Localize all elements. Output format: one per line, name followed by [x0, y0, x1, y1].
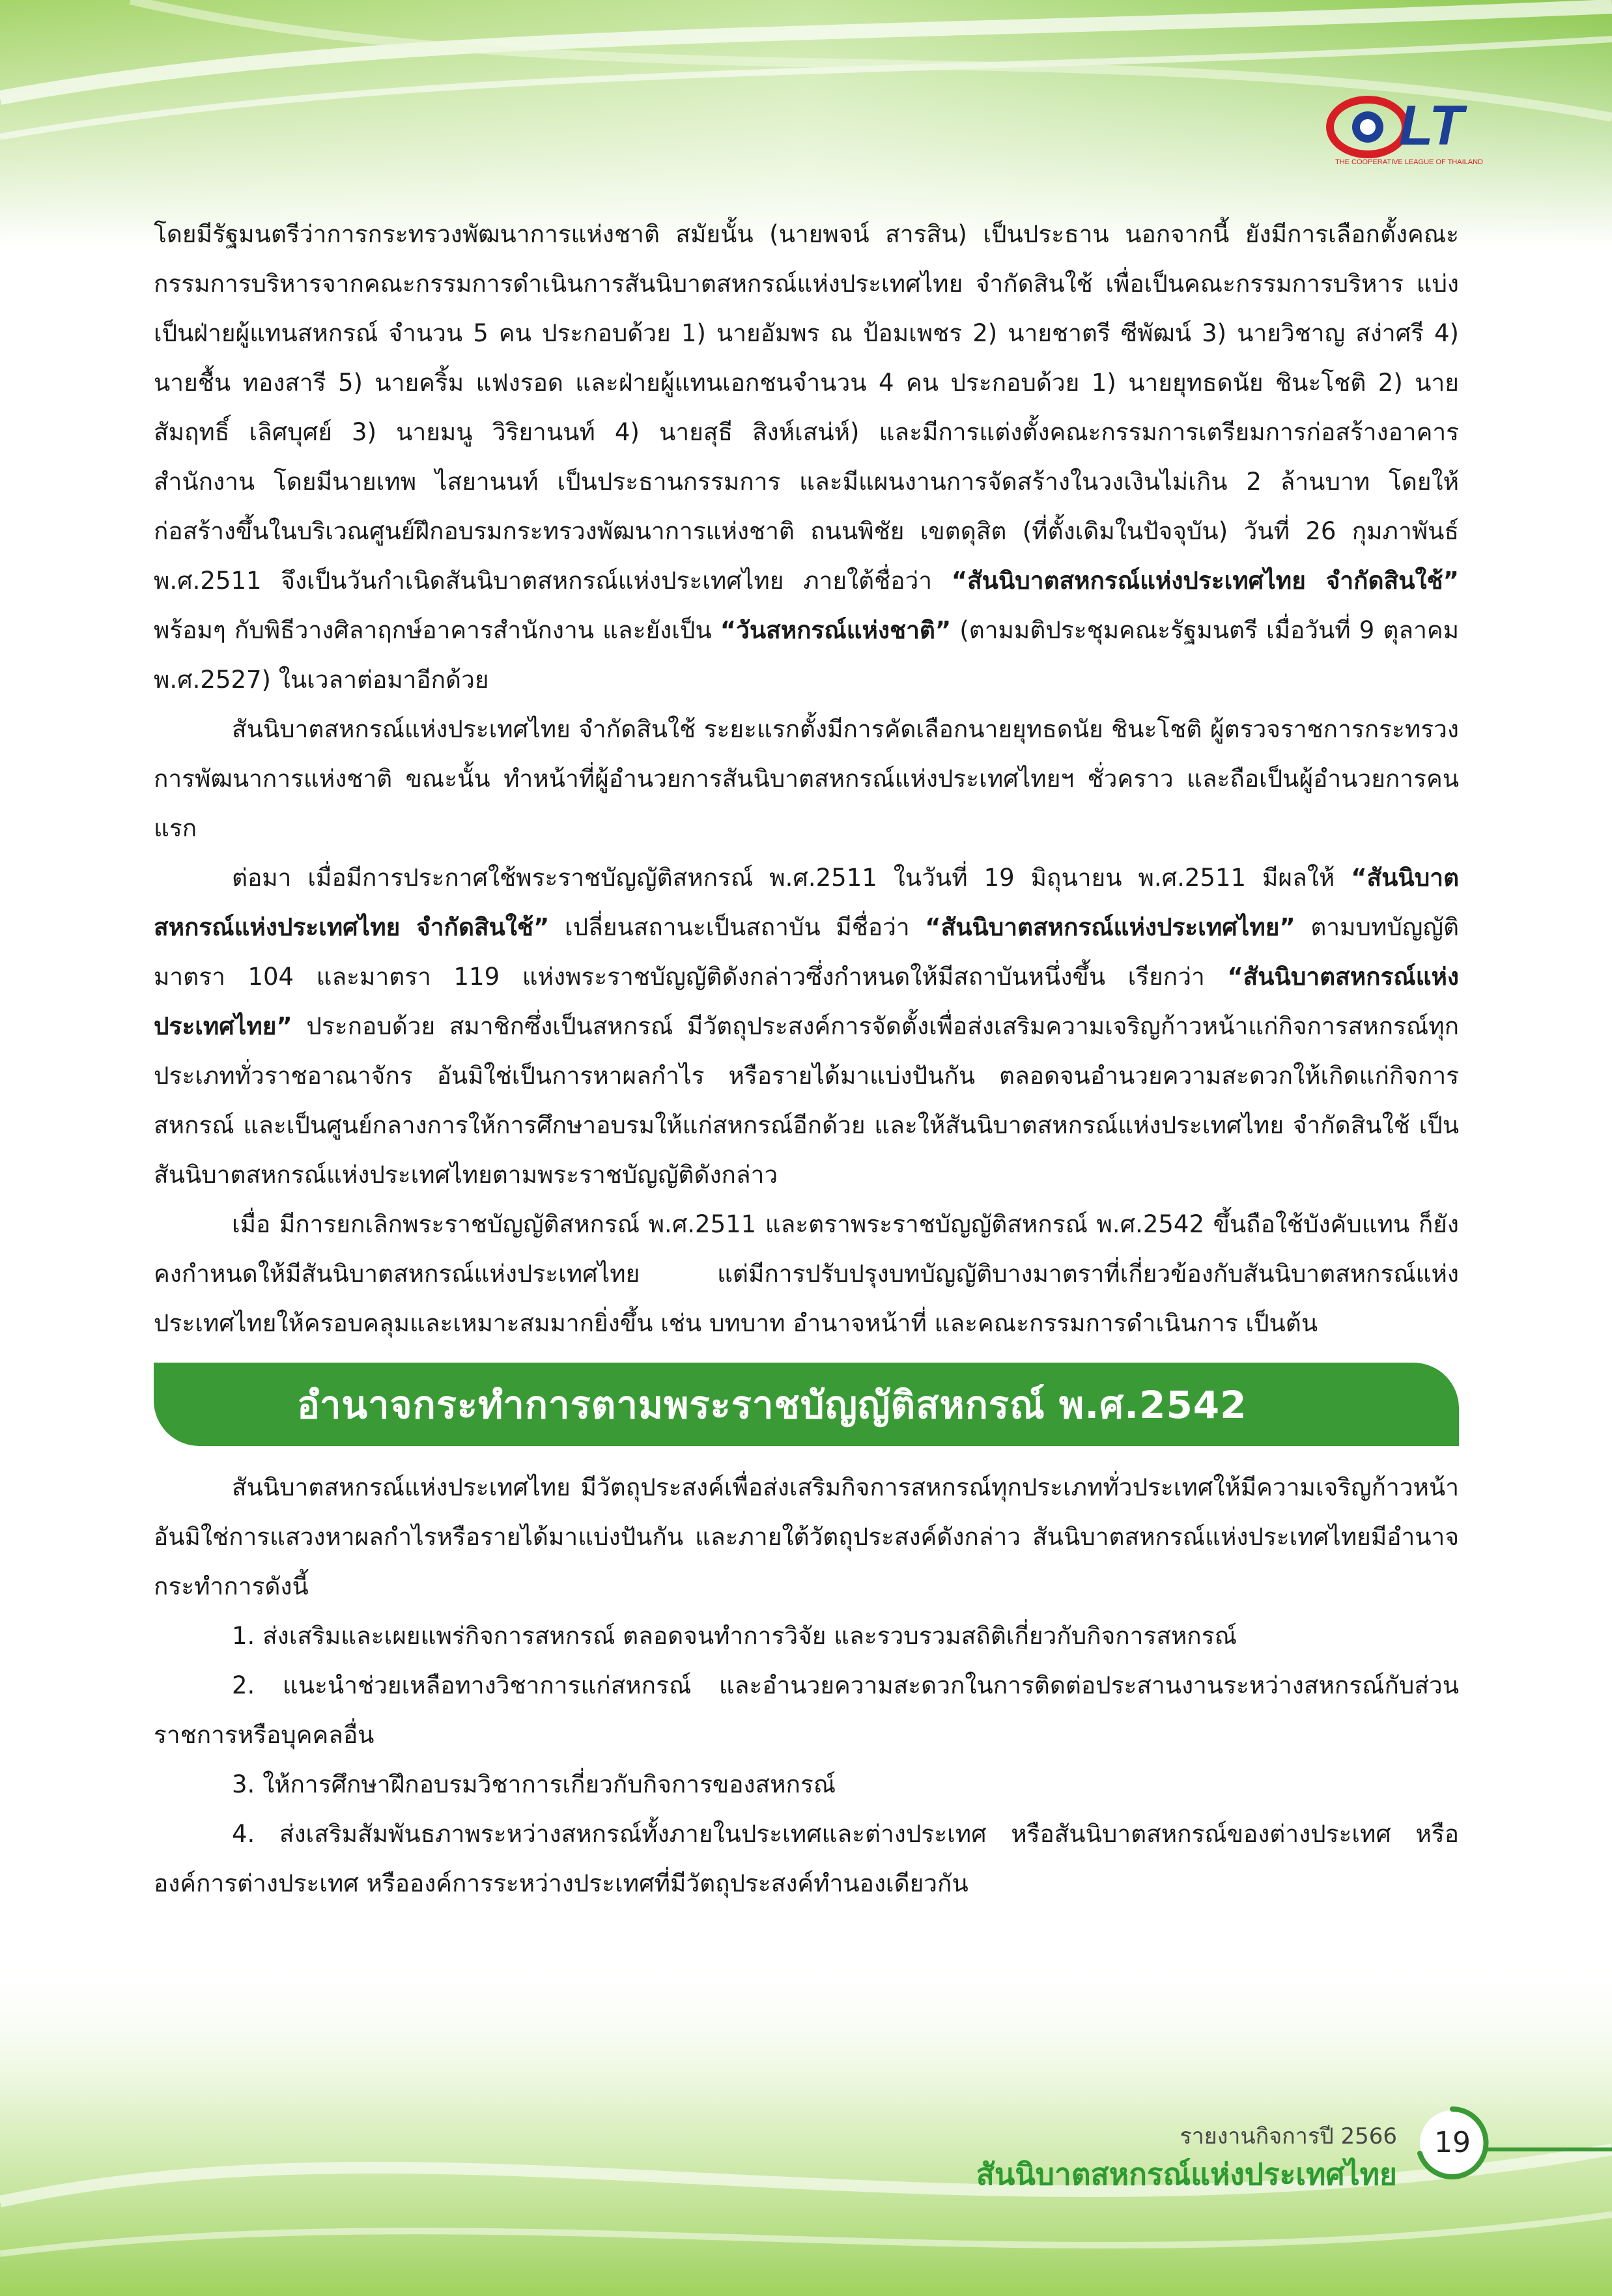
paragraph-first-director: สันนิบาตสหกรณ์แห่งประเทศไทย จำกัดสินใช้ ระยะแรกตั้งมีการคัดเลือกนายยุทธดนัย ชินะโชติ ผู้ตรวจราชการกระทรวงการพัฒนาการแห่งชาติ ขณะนั้น ทำหน้าที่ผู้อำนวยการสันนิบาตสหกรณ์แห่งประเทศไทยฯ ชั่วคราว และถือเป็นผู้อำนวยการคนแรก [154, 715, 1459, 842]
list-item: 1. ส่งเสริมและเผยแพร่กิจการสหกรณ์ ตลอดจนทำการวิจัย และรวบรวมสถิติเกี่ยวกับกิจการสหกรณ์ [232, 1622, 1237, 1650]
list-item: 2. แนะนำช่วยเหลือทางวิชาการแก่สหกรณ์ และอำนวยความสะดวกในการติดต่อประสานงานระหว่างสหกรณ์กับส่วนราชการหรือบุคคลอื่น [154, 1671, 1459, 1749]
footer-report-title: รายงานกิจการปี 2566 [1180, 2123, 1397, 2149]
list-item: 4. ส่งเสริมสัมพันธภาพระหว่างสหกรณ์ทั้งภายในประเทศและต่างประเทศ หรือสันนิบาตสหกรณ์ของต่างประเทศ หรือองค์การต่างประเทศ หรือองค์การระหว่างประเทศที่มีวัตถุประสงค์ทำนองเดียวกัน [154, 1820, 1459, 1897]
bold-league-name-old-2: “สันนิบาตสหกรณ์แห่งประเทศไทย จำกัดสินใช้” [154, 864, 1459, 941]
paragraph-act-2542: เมื่อ มีการยกเลิกพระราชบัญญัติสหกรณ์ พ.ศ.2511 และตราพระราชบัญญัติสหกรณ์ พ.ศ.2542 ขึ้นถือใช้บังคับแทน ก็ยังคงกำหนดให้มีสันนิบาตสหกรณ์แห่งประเทศไทย แต่มีการปรับปรุงบทบัญญัติบางมาตราที่เกี่ยวข้องกับสันนิบาตสหกรณ์แห่งประเทศไทยให้ครอบคลุมและเหมาะสมมากยิ่งขึ้น เช่น บทบาท อำนาจหน้าที่ และคณะกรรมการดำเนินการ เป็นต้น [154, 1210, 1459, 1337]
svg-text:THE COOPERATIVE LEAGUE OF THAI: THE COOPERATIVE LEAGUE OF THAILAND [1335, 158, 1483, 166]
section-intro: สันนิบาตสหกรณ์แห่งประเทศไทย มีวัตถุประสงค์เพื่อส่งเสริมกิจการสหกรณ์ทุกประเภททั่วประเทศให้มีความเจริญก้าวหน้าอันมิใช่การแสวงหาผลกำไรหรือรายได้มาแบ่งปันกัน และภายใต้วัตถุประสงค์ดังกล่าว สันนิบาตสหกรณ์แห่งประเทศไทยมีอำนาจกระทำการดังนี้ [154, 1473, 1459, 1600]
paragraph-history: โดยมีรัฐมนตรีว่าการกระทรวงพัฒนาการแห่งชาติ สมัยนั้น (นายพจน์ สารสิน) เป็นประธาน นอกจากนี้ ยังมีการเลือกตั้งคณะกรรมการบริหารจากคณะกรรมการดำเนินการสันนิบาตสหกรณ์แห่งประเทศไทย จำกัดสินใช้ เพื่อเป็นคณะกรรมการบริหาร แบ่งเป็นฝ่ายผู้แทนสหกรณ์ จำนวน 5 คน ประกอบด้วย 1) นายอัมพร ณ ป้อมเพชร 2) นายชาตรี ซีพัฒน์ 3) นายวิชาญ สง่าศรี 4) นายชื้น ทองสารี 5) นายคริ้ม แฟงรอด และฝ่ายผู้แทนเอกชนจำนวน 4 คน ประกอบด้วย 1) นายยุทธดนัย ชินะโชติ 2) นายสัมฤทธิ์ เลิศบุศย์ 3) นายมนู วิริยานนท์ 4) นายสุธี สิงห์เสน่ห์) และมีการแต่งตั้งคณะกรรมการเตรียมการก่อสร้างอาคารสำนักงาน โดยมีนายเทพ ไสยานนท์ เป็นประธานกรรมการ และมีแผนงานการจัดสร้างในวงเงินไม่เกิน 2 ล้านบาท โดยให้ก่อสร้างขึ้นในบริเวณศูนย์ฝึกอบรมกระทรวงพัฒนาการแห่งชาติ ถนนพิชัย เขตดุสิต (ที่ตั้งเดิมในปัจจุบัน) วันที่ 26 กุมภาพันธ์ พ.ศ.2511 จึงเป็นวันกำเนิดสันนิบาตสหกรณ์แห่งประเทศไทย ภายใต้ชื่อว่า “สันนิบาตสหกรณ์แห่งประเทศไทย จำกัดสินใช้” พร้อมๆ กับพิธีวางศิลาฤกษ์อาคารสำนักงาน และยังเป็น “วันสหกรณ์แห่งชาติ” (ตามมติประชุมคณะรัฐมนตรี เมื่อวันที่ 9 ตุลาคม พ.ศ.2527) ในเวลาต่อมาอีกด้วย [154, 220, 1460, 694]
bold-league-name-old: “สันนิบาตสหกรณ์แห่งประเทศไทย จำกัดสินใช้” [951, 567, 1459, 595]
list-item: 3. ให้การศึกษาฝึกอบรมวิชาการเกี่ยวกับกิจการของสหกรณ์ [232, 1770, 836, 1798]
footer-organization: สันนิบาตสหกรณ์แห่งประเทศไทย [976, 2157, 1397, 2192]
page-number: 19 [1434, 2126, 1471, 2159]
svg-text:LT: LT [1399, 94, 1464, 157]
main-content [154, 210, 1459, 1908]
clt-logo [1322, 85, 1511, 169]
bold-cooperative-day: “วันสหกรณ์แห่งชาติ” [720, 616, 952, 644]
paragraph-act-2511: ต่อมา เมื่อมีการประกาศใช้พระราชบัญญัติสหกรณ์ พ.ศ.2511 ในวันที่ 19 มิถุนายน พ.ศ.2511 มีผลให้ “สันนิบาตสหกรณ์แห่งประเทศไทย จำกัดสินใช้” เปลี่ยนสถานะเป็นสถาบัน มีชื่อว่า “สันนิบาตสหกรณ์แห่งประเทศไทย” ตามบทบัญญัติมาตรา 104 และมาตรา 119 แห่งพระราชบัญญัติดังกล่าวซึ่งกำหนดให้มีสถาบันหนึ่งขึ้น เรียกว่า “สันนิบาตสหกรณ์แห่งประเทศไทย” ประกอบด้วย สมาชิกซึ่งเป็นสหกรณ์ มีวัตถุประสงค์การจัดตั้งเพื่อส่งเสริมความเจริญก้าวหน้าแก่กิจการสหกรณ์ทุกประเภททั่วราชอาณาจักร อันมิใช่เป็นการหาผลกำไร หรือรายได้มาแบ่งปันกัน ตลอดจนอำนวยความสะดวกให้เกิดแก่กิจการสหกรณ์ และเป็นศูนย์กลางการให้การศึกษาอบรมให้แก่สหกรณ์อีกด้วย และให้สันนิบาตสหกรณ์แห่งประเทศไทย จำกัดสินใช้ เป็นสันนิบาตสหกรณ์แห่งประเทศไทยตามพระราชบัญญัติดังกล่าว [154, 864, 1460, 1189]
section-heading-banner [154, 1363, 1459, 1446]
bold-league-name-new-2: “สันนิบาตสหกรณ์แห่งประเทศไทย” [154, 963, 1459, 1040]
bold-league-name-new: “สันนิบาตสหกรณ์แห่งประเทศไทย” [925, 913, 1295, 941]
section-heading: อำนาจกระทำการตามพระราชบัญญัติสหกรณ์ พ.ศ.2542 [297, 1382, 1247, 1427]
